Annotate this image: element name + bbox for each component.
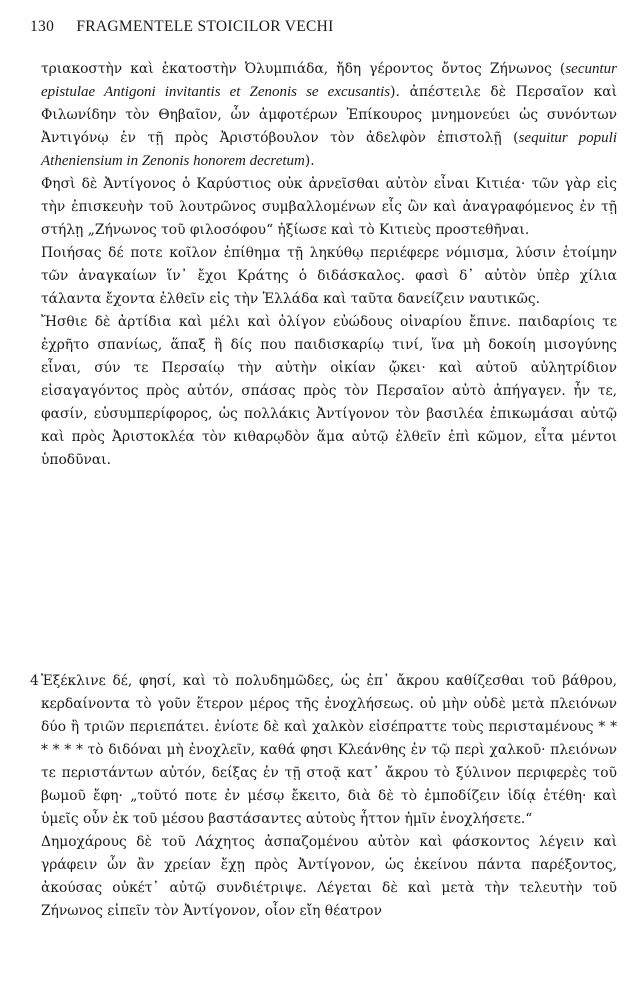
text-block-upper <box>41 58 617 472</box>
page-number: 130 <box>30 18 55 35</box>
paragraph-1 <box>41 58 617 173</box>
paragraph-3: Ποιήσας δέ ποτε κοῖλον ἐπίθημα τῇ ληκύθῳ περιέφερε νόμισμα, λύσιν ἑτοίμην τῶν ἀναγκαίων ἵν᾽ ἔχοι Κράτης ὁ διδάσκαλος. φασὶ δ᾽ αὐτὸν ὑπὲρ χίλια τάλαντα ἔχοντα ἐλθεῖν εἰς τὴν Ἑλλάδα καὶ ταῦτα δανείζειν ναυτικῶς. <box>41 245 617 307</box>
paragraph-4: Ἤσθιε δὲ ἀρτίδια καὶ μέλι καὶ ὀλίγον εὐώδους οἰναρίου ἔπινε. παιδαρίοις τε ἐχρῆτο σπανίως, ἅπαξ ἢ δίς που παιδισκαρίῳ τινί, ἵνα μὴ δοκοίη μισογύνης εἶναι, σύν τε Περσαίῳ τὴν αὐτὴν οἰκίαν ᾤκει· καὶ αὐτοῦ αὐλητρίδιον εἰσαγαγόντος πρὸς αὐτόν, σπάσας πρὸς τὸν Περσαῖον αὐτὸ ἀπήγαγεν. ἦν τε, φασίν, εὐσυμπερίφορος, ὡς πολλάκις Ἀντίγονον τὸν βασιλέα ἐπικωμάσαι αὐτῷ καὶ πρὸς Ἀριστοκλέα τὸν κιθαρῳδὸν ἅμα αὐτῷ ἐλθεῖν ἐπὶ κῶμον, εἶτα μέντοι ὑποδῦναι. <box>41 314 617 468</box>
greek-text: ). ἀπέστειλε δὲ Περσαῖον καὶ Φιλωνίδην τὸν Θηβαῖον, ὧν ἀμφοτέρων Ἐπίκουρος μνημονεύει ὡς συνόντων Ἀντιγόνῳ ἐν τῇ πρὸς Ἀριστόβουλον τὸν ἀδελφὸν ἐπιστολῇ ( <box>41 84 617 146</box>
paragraph-6: Δημοχάρους δὲ τοῦ Λάχητος ἀσπαζομένου αὐτὸν καὶ φάσκοντος λέγειν καὶ γράφειν ὧν ἂν χρείαν ἔχῃ πρὸς Ἀντίγονον, ὡς ἐκείνου πάντα παρέξοντος, ἀκούσας οὐκέτ᾽ αὐτῷ συνδιέτριψε. Λέγεται δὲ καὶ μετὰ τὴν τελευτὴν τοῦ Ζήνωνος εἰπεῖν τὸν Ἀντίγονον, οἷον εἴη θέατρον <box>41 834 617 919</box>
paragraph-2: Φησὶ δὲ Ἀντίγονος ὁ Καρύστιος οὐκ ἀρνεῖσθαι αὐτὸν εἶναι Κιτιέα· τῶν γὰρ εἰς τὴν ἐπισκευὴν τοῦ λουτρῶνος συμβαλλομένων εἷς ὢν καὶ ἀναγραφόμενος ἐν τῇ στήλῃ „Ζήνωνος τοῦ φιλοσόφου“ ἠξίωσε καὶ τὸ Κιτιεὺς προστεθῆναι. <box>41 176 617 238</box>
latin-note: sequitur populi Atheniensium in Zenonis honorem decretum <box>41 130 617 169</box>
latin-note: secuntur epistulae Antigoni invitantis et Zenonis se excusantis <box>41 61 617 100</box>
paragraph-5: Ἐξέκλινε δέ, φησί, καὶ τὸ πολυδημῶδες, ὡς ἐπ᾽ ἄκρου καθίζεσθαι τοῦ βάθρου, κερδαίνοντα τὸ γοῦν ἕτερον μέρος τῆς ἐνοχλήσεως. οὐ μὴν οὐδὲ μετὰ πλειόνων δύο ἢ τριῶν περιεπάτει. ἐνίοτε δὲ καὶ χαλκὸν εἰσέπραττε τοὺς περισταμένους * * * * * * τὸ διδόναι μὴ ἐνοχλεῖν, καθά φησι Κλεάνθης ἐν τῷ περὶ χαλκοῦ· πλειόνων τε περιστάντων αὐτόν, δείξας ἐν τῇ στοᾷ κατ᾽ ἄκρου τὸ ξύλινον περιφερὲς τοῦ βωμοῦ ἔφη· „τοῦτό ποτε ἐν μέσῳ ἔκειτο, διὰ δὲ τὸ ἐμποδίζειν ἰδίᾳ ἐτέθη· καὶ ὑμεῖς οὖν ἐκ τοῦ μέσου βαστάσαντες αὑτοὺς ἧττον ἡμῖν ἐνοχλήσετε.“ <box>41 673 617 827</box>
running-header <box>30 18 334 36</box>
text-block-lower <box>41 670 617 923</box>
running-title: FRAGMENTELE STOICILOR VECHI <box>76 18 334 35</box>
greek-text: τριακοστὴν καὶ ἑκατοστὴν Ὀλυμπιάδα, ἤδη γέροντος ὄντος Ζήνωνος ( <box>41 61 566 77</box>
greek-text: ). <box>304 153 315 169</box>
section-marker: 4 <box>30 673 39 689</box>
